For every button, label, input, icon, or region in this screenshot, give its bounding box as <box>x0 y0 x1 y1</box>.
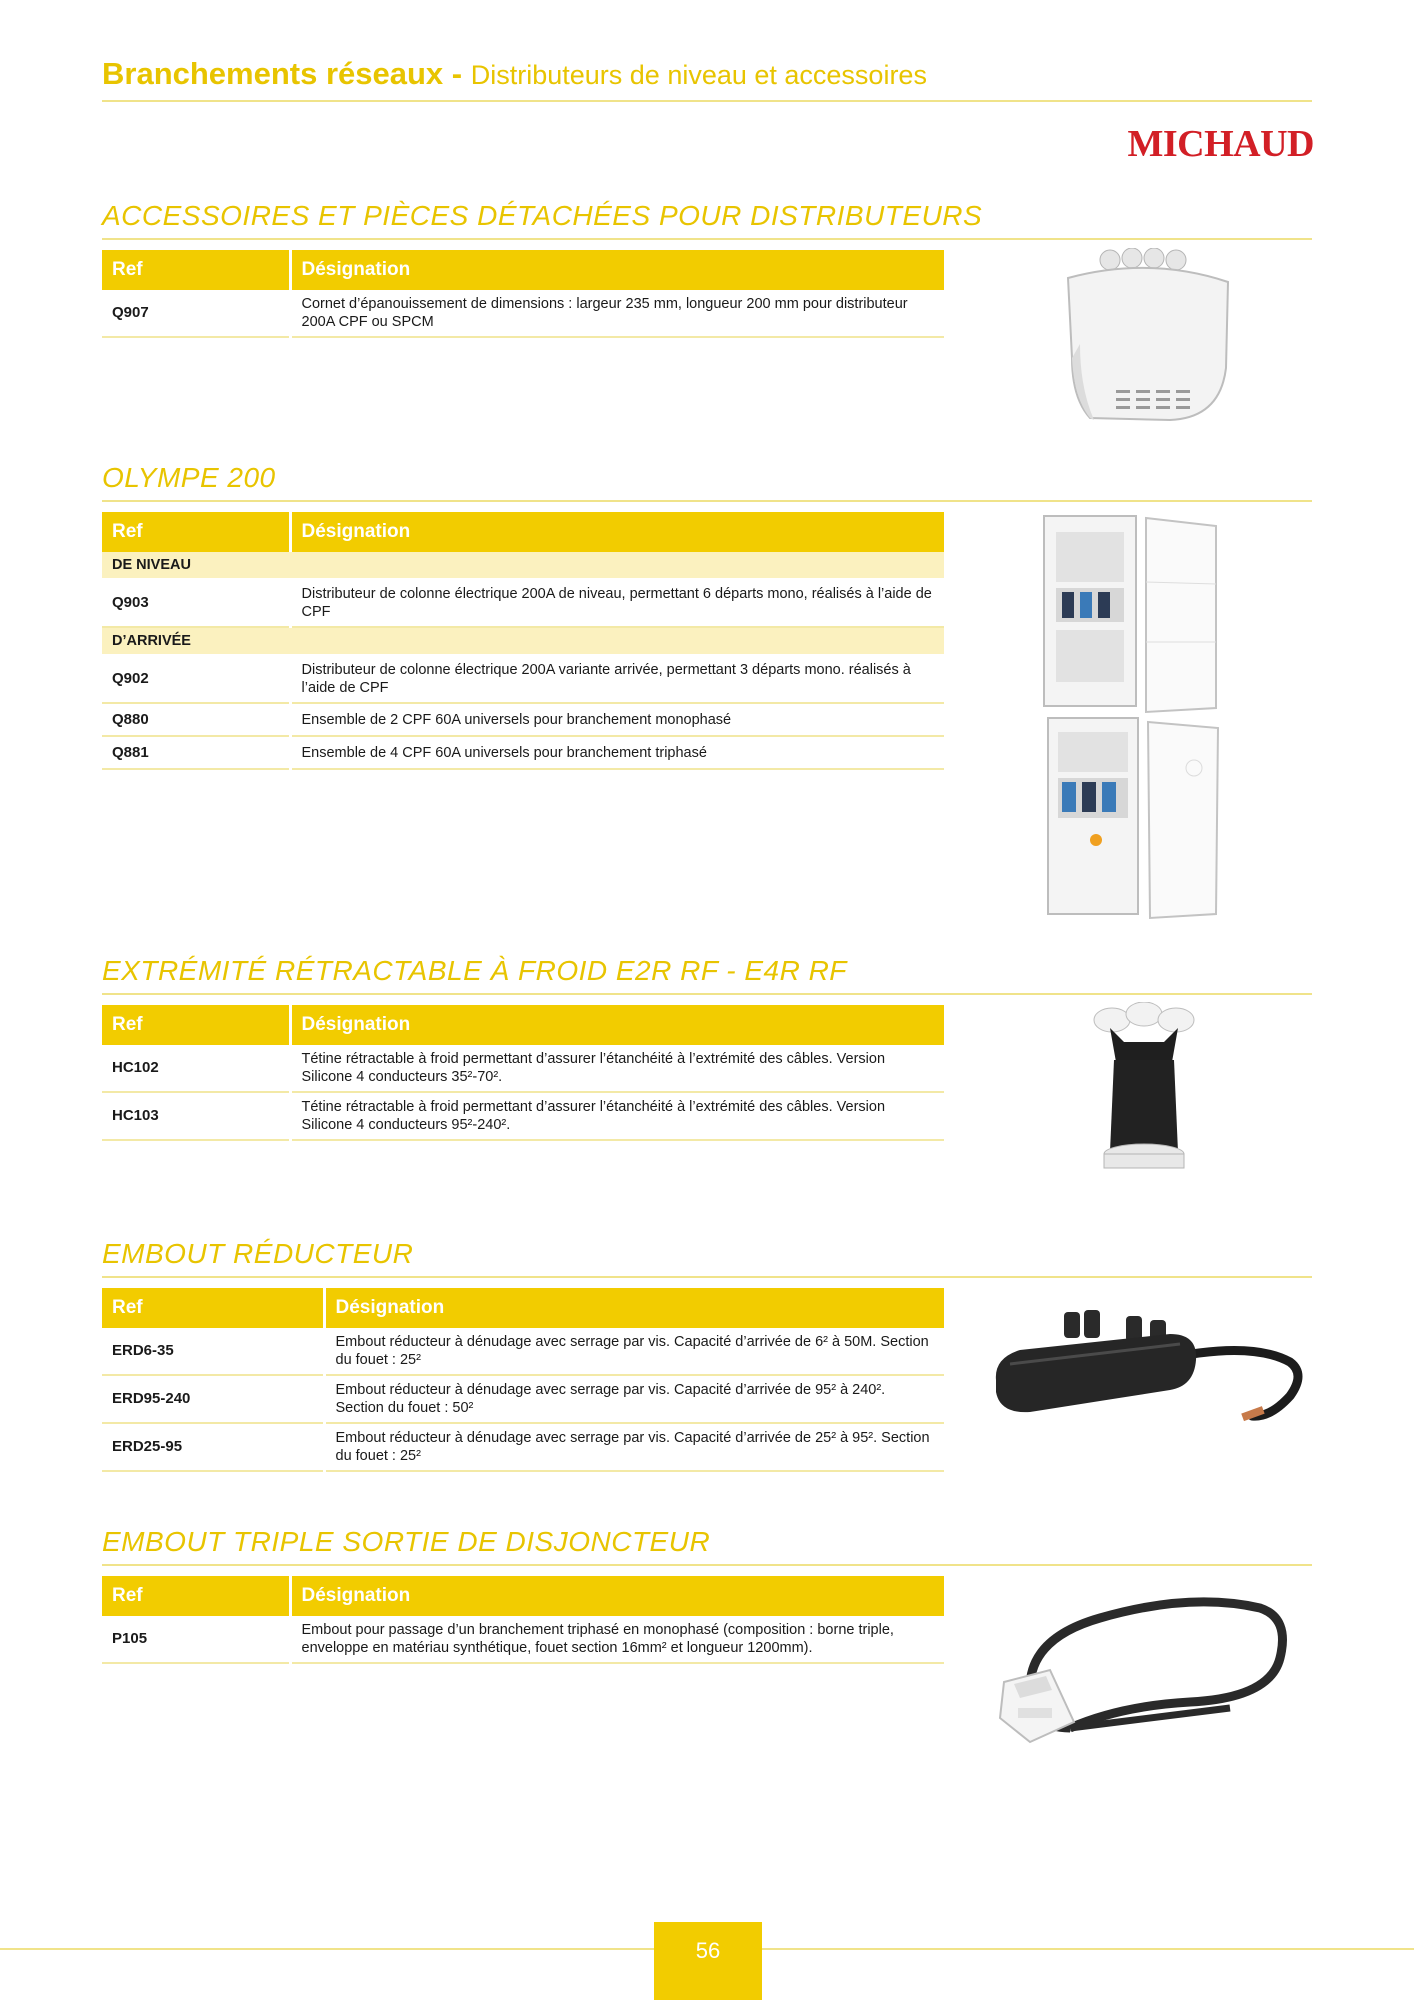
table-row <box>102 1616 944 1663</box>
product-table <box>102 1005 944 1141</box>
section-divider <box>102 238 1312 240</box>
header-title <box>102 56 1312 92</box>
table-subhead-row <box>102 627 944 655</box>
col-desc-header: Désignation <box>324 1288 944 1328</box>
retractable-end-image <box>1080 1002 1210 1182</box>
table-row <box>102 1375 944 1423</box>
col-ref-header: Ref <box>102 1005 290 1045</box>
table-row <box>102 290 944 337</box>
header-title-sub: Distributeurs de niveau et accessoires <box>470 60 927 90</box>
col-desc-header: Désignation <box>290 250 944 290</box>
table-header-row <box>102 250 944 290</box>
embout-reducteur-image <box>990 1300 1310 1430</box>
section-olympe <box>102 462 1312 761</box>
col-ref-header: Ref <box>102 1288 324 1328</box>
table-row <box>102 703 944 736</box>
table-header-row <box>102 1288 944 1328</box>
desc-cell: Distributeur de colonne électrique 200A variante arrivée, permettant 3 départs mono. réalisés à l’aide de CPF <box>290 655 944 703</box>
ref-cell: HC102 <box>102 1045 290 1092</box>
col-ref-header: Ref <box>102 512 290 552</box>
col-desc-header: Désignation <box>290 512 944 552</box>
ref-cell: Q903 <box>102 579 290 627</box>
desc-cell: Embout réducteur à dénudage avec serrage par vis. Capacité d’arrivée de 25² à 95². Section du fouet : 25² <box>324 1423 944 1471</box>
ref-cell: Q902 <box>102 655 290 703</box>
table-row <box>102 1423 944 1471</box>
section-divider <box>102 1276 1312 1278</box>
ref-cell: Q881 <box>102 736 290 769</box>
ref-cell: Q907 <box>102 290 290 337</box>
desc-cell: Embout pour passage d’un branchement triphasé en monophasé (composition : borne triple, enveloppe en matériau synthétique, fouet section 16mm² et longueur 1200mm). <box>290 1616 944 1663</box>
brand-logo: MICHAUD <box>1127 123 1314 165</box>
desc-cell: Tétine rétractable à froid permettant d’assurer l’étanchéité à l’extrémité des câbles. Version Silicone 4 conducteurs 95²-240². <box>290 1092 944 1140</box>
col-desc-header: Désignation <box>290 1005 944 1045</box>
header-divider <box>102 100 1312 102</box>
section-title: EXTRÉMITÉ RÉTRACTABLE À FROID E2R RF - E4R RF <box>102 955 847 986</box>
table-row <box>102 1092 944 1140</box>
desc-cell: Embout réducteur à dénudage avec serrage par vis. Capacité d’arrivée de 95² à 240². Section du fouet : 50² <box>324 1375 944 1423</box>
product-table <box>102 1576 944 1664</box>
section-divider <box>102 993 1312 995</box>
table-row <box>102 655 944 703</box>
desc-cell: Ensemble de 4 CPF 60A universels pour branchement triphasé <box>290 736 944 769</box>
cornet-product-image <box>1060 248 1240 428</box>
table-header-row <box>102 1576 944 1616</box>
section-divider <box>102 500 1312 502</box>
desc-cell: Tétine rétractable à froid permettant d’assurer l’étanchéité à l’extrémité des câbles. Version Silicone 4 conducteurs 35²-70². <box>290 1045 944 1092</box>
desc-cell: Ensemble de 2 CPF 60A universels pour branchement monophasé <box>290 703 944 736</box>
ref-cell: ERD25-95 <box>102 1423 324 1471</box>
product-table <box>102 512 944 770</box>
col-ref-header: Ref <box>102 1576 290 1616</box>
desc-cell: Distributeur de colonne électrique 200A de niveau, permettant 6 départs mono, réalisés à l’aide de CPF <box>290 579 944 627</box>
section-title: EMBOUT TRIPLE SORTIE DE DISJONCTEUR <box>102 1526 711 1557</box>
col-ref-header: Ref <box>102 250 290 290</box>
olympe-distributor-image <box>1040 512 1260 922</box>
table-header-row <box>102 512 944 552</box>
ref-cell: ERD6-35 <box>102 1328 324 1375</box>
section-title: EMBOUT RÉDUCTEUR <box>102 1238 414 1269</box>
section-extremite <box>102 955 1312 1133</box>
ref-cell: HC103 <box>102 1092 290 1140</box>
desc-cell: Embout réducteur à dénudage avec serrage par vis. Capacité d’arrivée de 6² à 50M. Section du fouet : 25² <box>324 1328 944 1375</box>
product-table <box>102 1288 944 1472</box>
header-title-main: Branchements réseaux - <box>102 56 463 91</box>
section-embout-triple <box>102 1526 1312 1656</box>
section-title: OLYMPE 200 <box>102 462 276 493</box>
ref-cell: ERD95-240 <box>102 1375 324 1423</box>
page-number: 56 <box>654 1922 762 2000</box>
col-desc-header: Désignation <box>290 1576 944 1616</box>
page-header <box>102 56 1312 92</box>
ref-cell: Q880 <box>102 703 290 736</box>
product-table <box>102 250 944 338</box>
table-row <box>102 1045 944 1092</box>
section-embout-reducteur <box>102 1238 1312 1464</box>
subhead-label: D’ARRIVÉE <box>102 627 944 655</box>
section-accessoires <box>102 200 1312 330</box>
ref-cell: P105 <box>102 1616 290 1663</box>
embout-triple-image <box>990 1578 1300 1758</box>
table-row <box>102 736 944 769</box>
table-row <box>102 579 944 627</box>
table-row <box>102 1328 944 1375</box>
section-divider <box>102 1564 1312 1566</box>
section-title: ACCESSOIRES ET PIÈCES DÉTACHÉES POUR DISTRIBUTEURS <box>102 200 983 231</box>
table-subhead-row <box>102 552 944 579</box>
table-header-row <box>102 1005 944 1045</box>
desc-cell: Cornet d’épanouissement de dimensions : largeur 235 mm, longueur 200 mm pour distributeur 200A CPF ou SPCM <box>290 290 944 337</box>
subhead-label: DE NIVEAU <box>102 552 944 579</box>
